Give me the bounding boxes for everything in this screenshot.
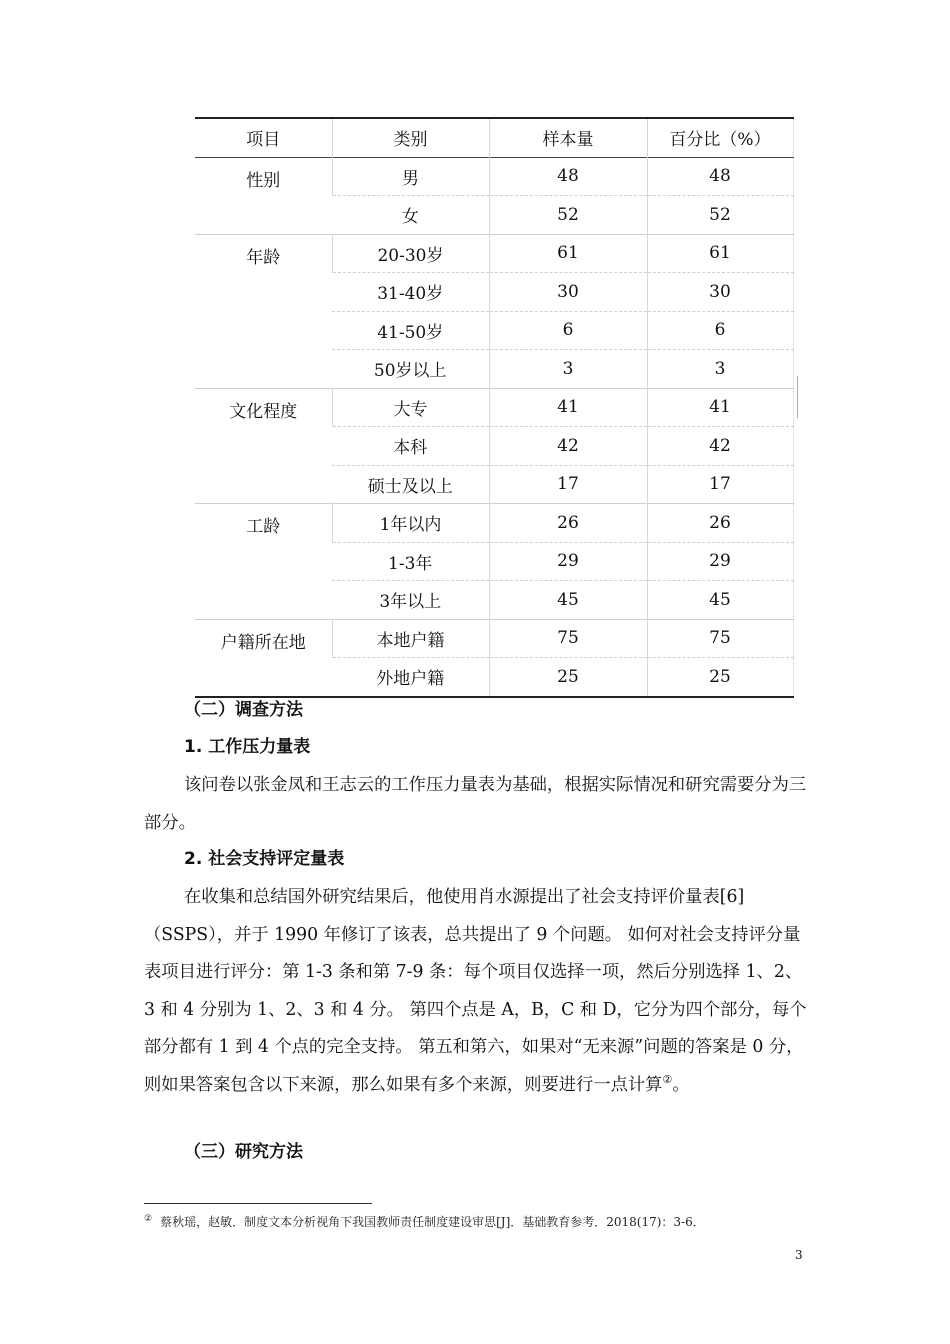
cell-percent: 42 — [647, 427, 793, 466]
cell-count: 52 — [489, 196, 647, 235]
footnote-ref-mark: ② — [662, 1072, 673, 1086]
cell-category: 3年以上 — [379, 592, 442, 613]
cell-category: 本地户籍 — [332, 619, 489, 658]
cell-count: 17 — [489, 465, 647, 504]
group-age: 年龄 — [246, 247, 281, 268]
table-edge-mark — [797, 376, 798, 418]
social-support-text-body: 在收集和总结国外研究结果后，他使用肖水源提出了社会支持评价量表[6]（SSPS），并于 1990 年修订了该表，总共提出了 9 个问题。 如何对社会支持评分量表项目进行评分：第 1-3 条和第 7-9 条：每个项目仅选择一项，然后分别选择 1、2、3 和 4 分别为 1、2、3 和 4 分。 第四个点是 A，B，C 和 D，它分为四个部分，每个部分都有 1 到 4 个点的完全支持。 第五和第六，如果对“无来源”问题的答案是 0 分，则如果答案包含以下来源，那么如果有多个来源，则要进行一点计算 — [144, 887, 807, 1095]
cell-percent: 48 — [647, 157, 793, 196]
footnote-mark: ② — [144, 1214, 153, 1224]
cell-category: 31-40岁 — [377, 284, 444, 305]
cell-category: 1-3年 — [388, 553, 433, 574]
cell-count: 41 — [489, 388, 647, 427]
cell-category: 外地户籍 — [376, 669, 445, 690]
table-row — [195, 234, 793, 273]
header-percentage: 百分比（%） — [647, 118, 793, 157]
work-stress-scale-text: 该问卷以张金凤和王志云的工作压力量表为基础，根据实际情况和研究需要分为三部分。 — [144, 775, 807, 833]
header-category: 类别 — [332, 118, 489, 157]
group-household-registration: 户籍所在地 — [220, 632, 306, 653]
work-stress-scale-heading: 1. 工作压力量表 — [184, 737, 311, 757]
social-support-text-end: 。 — [672, 1074, 690, 1095]
cell-count: 6 — [489, 311, 647, 350]
cell-percent: 29 — [647, 542, 793, 581]
method-heading: （二）调查方法 — [184, 700, 303, 720]
cell-percent: 3 — [647, 350, 793, 389]
cell-count: 29 — [489, 542, 647, 581]
cell-percent: 6 — [647, 311, 793, 350]
cell-count: 3 — [489, 350, 647, 389]
table-row — [195, 157, 793, 196]
cell-percent: 75 — [647, 619, 793, 658]
cell-percent: 61 — [647, 234, 793, 273]
footnote-text: 蔡秋瑶，赵敏．制度文本分析视角下我国教师责任制度建设审思[J]．基础教育参考．2018(17)：3-6． — [160, 1215, 705, 1229]
social-support-scale-heading: 2. 社会支持评定量表 — [184, 849, 345, 869]
cell-category: 硕士及以上 — [367, 476, 453, 497]
footnote-rule — [144, 1203, 372, 1204]
cell-count: 45 — [489, 581, 647, 620]
cell-count: 30 — [489, 273, 647, 312]
group-gender: 性别 — [246, 170, 281, 191]
cell-count: 75 — [489, 619, 647, 658]
cell-count: 26 — [489, 504, 647, 543]
cell-percent: 30 — [647, 273, 793, 312]
cell-percent: 52 — [647, 196, 793, 235]
footnote — [144, 1210, 705, 1231]
cell-percent: 25 — [647, 658, 793, 697]
cell-category: 41-50岁 — [377, 322, 444, 343]
cell-percent: 17 — [647, 465, 793, 504]
table-row — [195, 388, 793, 427]
cell-count: 61 — [489, 234, 647, 273]
table-row — [195, 504, 793, 543]
cell-count: 48 — [489, 157, 647, 196]
table-header-row — [195, 118, 793, 157]
demographics-table — [195, 117, 794, 698]
header-sample-size: 样本量 — [489, 118, 647, 157]
table-row — [195, 619, 793, 658]
cell-percent: 41 — [647, 388, 793, 427]
social-support-scale-text — [144, 879, 808, 1104]
cell-category: 20-30岁 — [332, 234, 489, 273]
header-item: 项目 — [246, 130, 281, 151]
cell-category: 1年以内 — [332, 504, 489, 543]
cell-percent: 45 — [647, 581, 793, 620]
cell-count: 42 — [489, 427, 647, 466]
cell-count: 25 — [489, 658, 647, 697]
cell-percent: 26 — [647, 504, 793, 543]
page-number: 3 — [795, 1248, 803, 1262]
cell-category: 男 — [332, 157, 489, 196]
cell-category: 本科 — [393, 438, 428, 459]
cell-category: 大专 — [332, 388, 489, 427]
cell-category: 女 — [401, 207, 419, 228]
group-seniority: 工龄 — [246, 517, 281, 537]
cell-category: 50岁以上 — [373, 361, 447, 382]
research-method-heading: （三）研究方法 — [184, 1142, 303, 1162]
group-education: 文化程度 — [229, 401, 298, 422]
